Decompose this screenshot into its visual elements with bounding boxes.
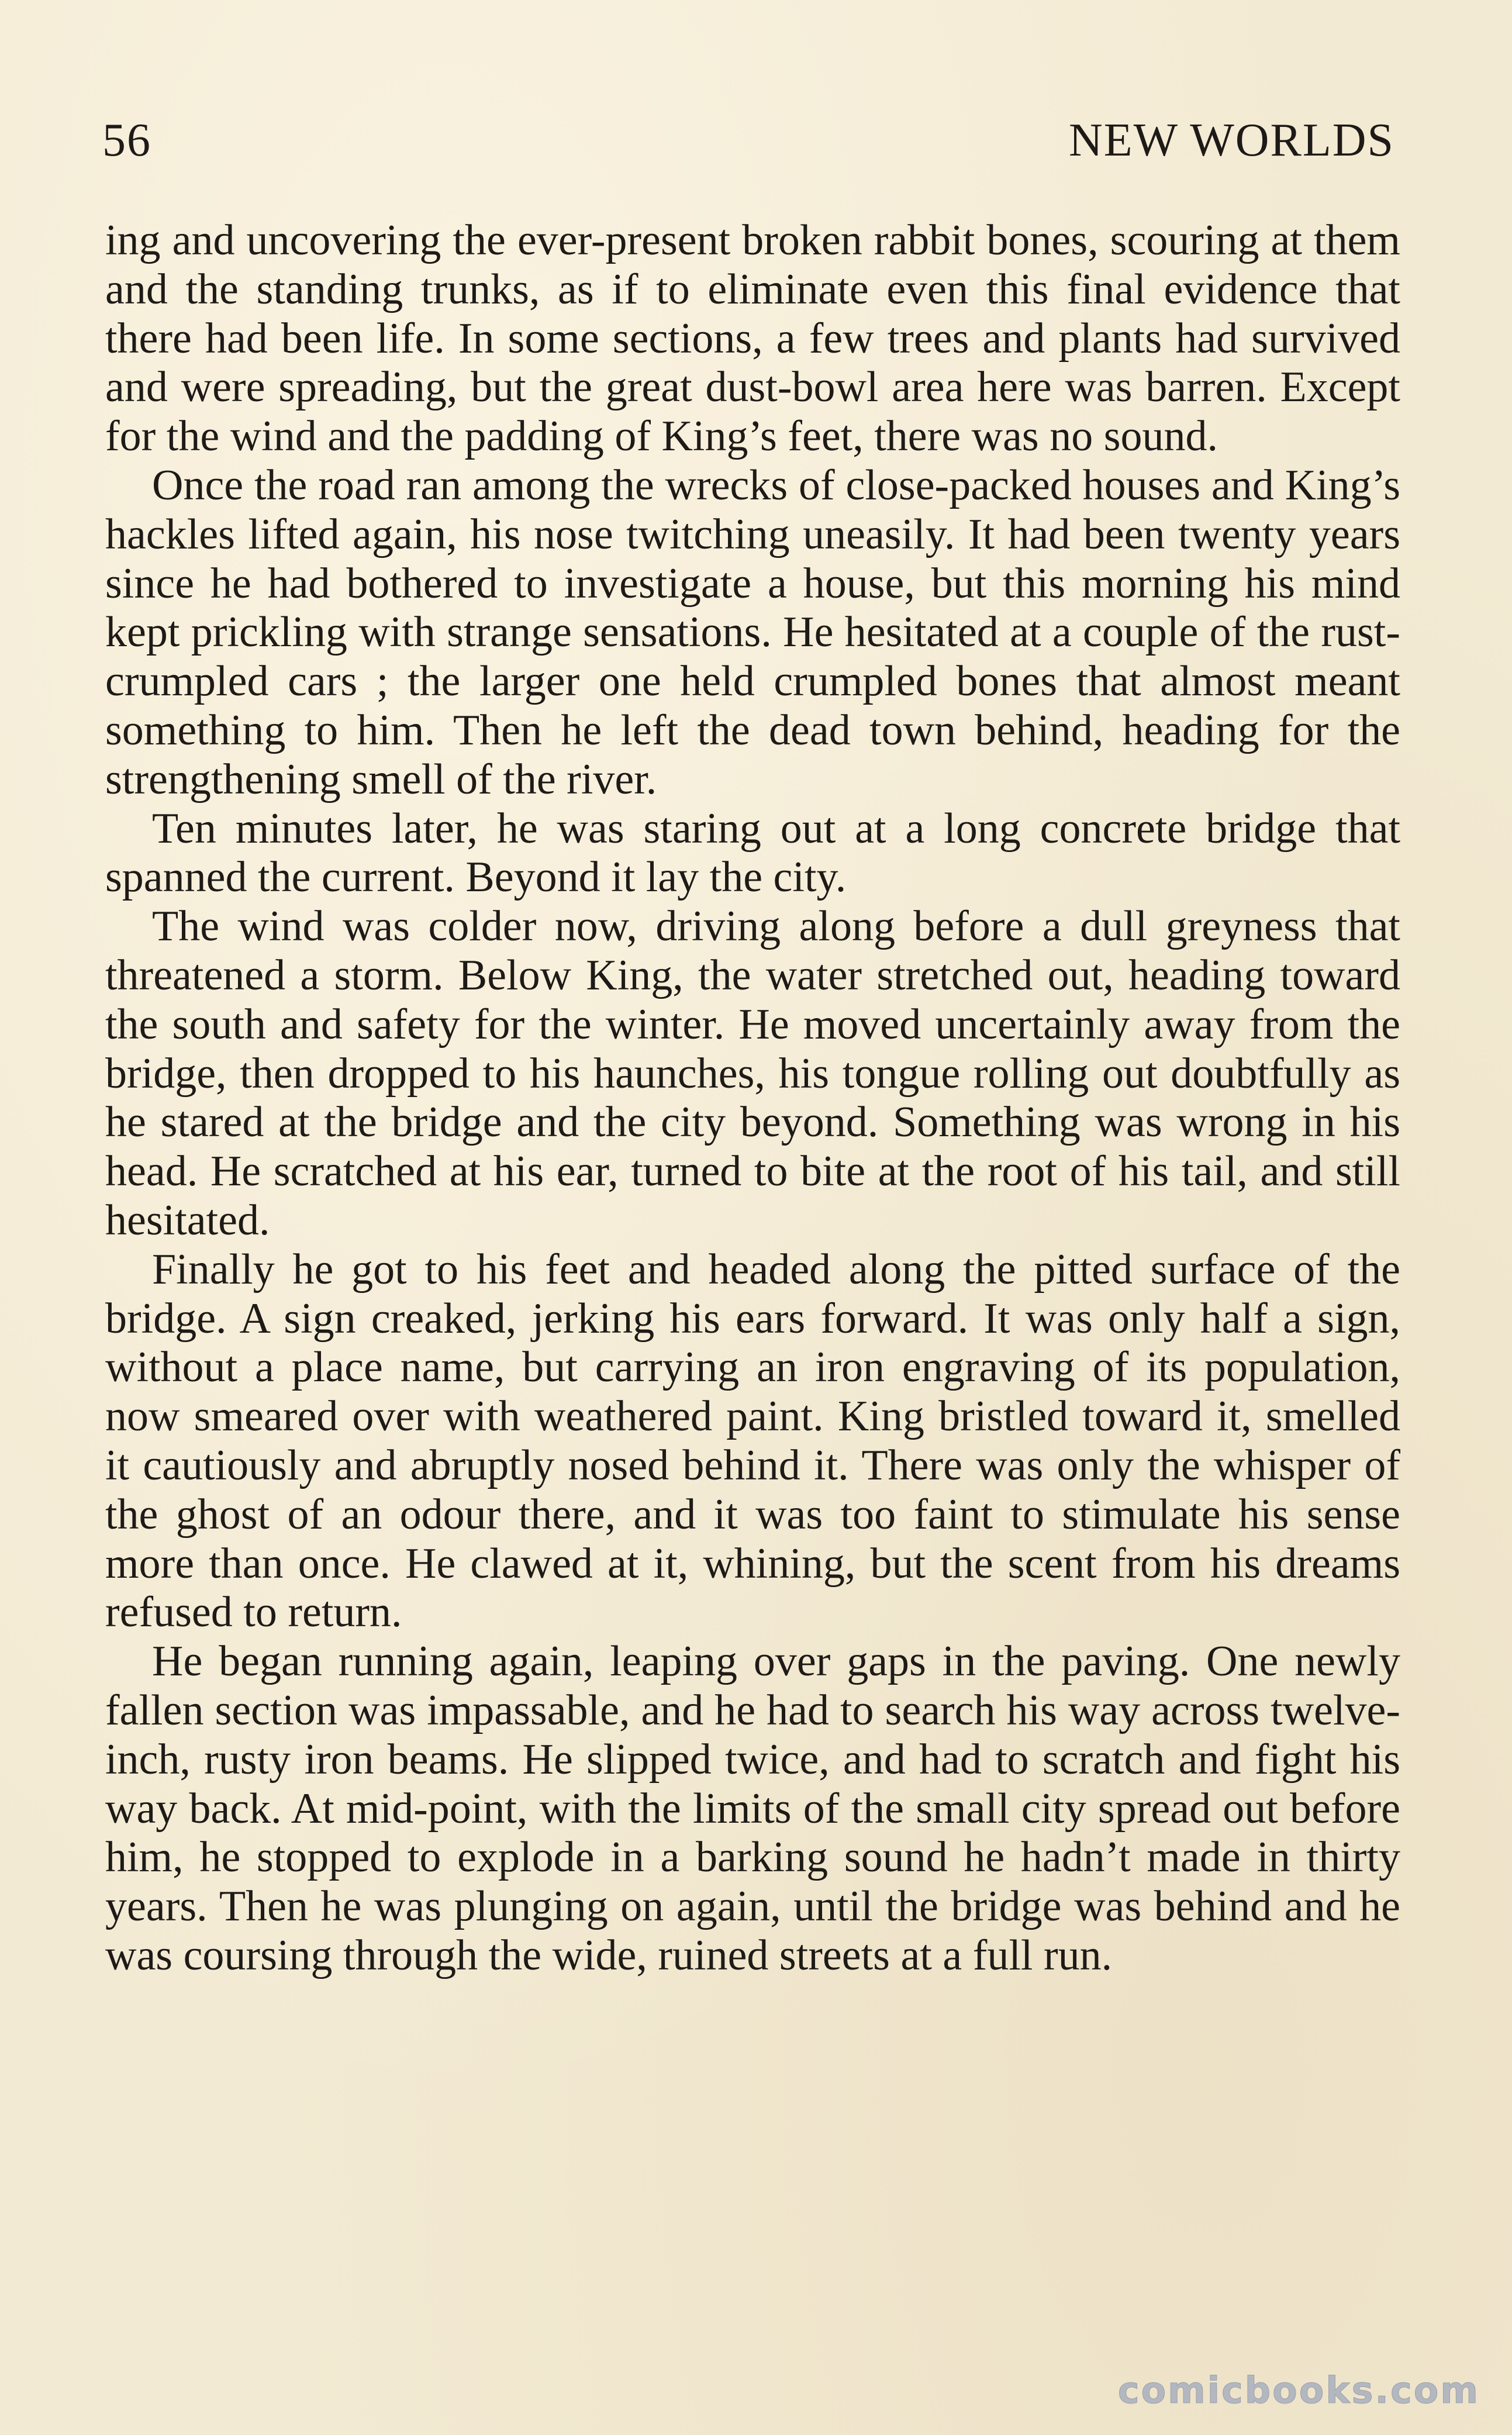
watermark: comicbooks.com [1117, 2369, 1480, 2412]
paragraph-1: ing and uncovering the ever-present broken rabbit bones, scouring at them and the standing trunks, as if to eliminate even this final evidence that there had been life. In some sections, a few trees and plants had survived and were spreading, but the great dust-bowl area here was barren. Except for the wind and the padding of King’s feet, there was no sound. [105, 216, 1400, 461]
paragraph-2: Once the road ran among the wrecks of close-packed houses and King’s hackles lifted again, his nose twitching uneasily. It had been twenty years since he had bothered to investigate a house, but this morning his mind kept prickling with strange sensations. He hesitated at a couple of the rust-crumpled cars ; the larger one held crumpled bones that almost meant something to him. Then he left the dead town behind, heading for the strengthening smell of the river. [105, 461, 1400, 803]
body-text [105, 216, 1400, 1981]
paragraph-6: He began running again, leaping over gaps in the paving. One newly fallen section was impassable, and he had to search his way across twelve-inch, rusty iron beams. He slipped twice, and had to scratch and fight his way back. At mid-point, with the limits of the small city spread out before him, he stopped to explode in a barking sound he hadn’t made in thirty years. Then he was plunging on again, until the bridge was behind and he was coursing through the wide, ruined streets at a full run. [105, 1637, 1400, 1979]
paragraph-3: Ten minutes later, he was staring out at a long concrete bridge that spanned the current. Beyond it lay the city. [105, 804, 1400, 902]
page-number: 56 [102, 115, 151, 166]
page-header [102, 114, 1394, 178]
paragraph-4: The wind was colder now, driving along before a dull greyness that threatened a storm. Below King, the water stretched out, heading toward the south and safety for the winter. He moved uncertainly away from the bridge, then dropped to his haunches, his tongue rolling out doubtfully as he stared at the bridge and the city beyond. Something was wrong in his head. He scratched at his ear, turned to bite at the root of his tail, and still hesitated. [105, 902, 1400, 1244]
paragraph-5: Finally he got to his feet and headed along the pitted surface of the bridge. A sign creaked, jerking his ears forward. It was only half a sign, without a place name, but carrying an iron engraving of its population, now smeared over with weathered paint. King bristled toward it, smelled it cautiously and abruptly nosed behind it. There was only the whisper of the ghost of an odour there, and it was too faint to stimulate his sense more than once. He clawed at it, whining, but the scent from his dreams refused to return. [105, 1245, 1400, 1637]
running-title: NEW WORLDS [1068, 115, 1394, 166]
